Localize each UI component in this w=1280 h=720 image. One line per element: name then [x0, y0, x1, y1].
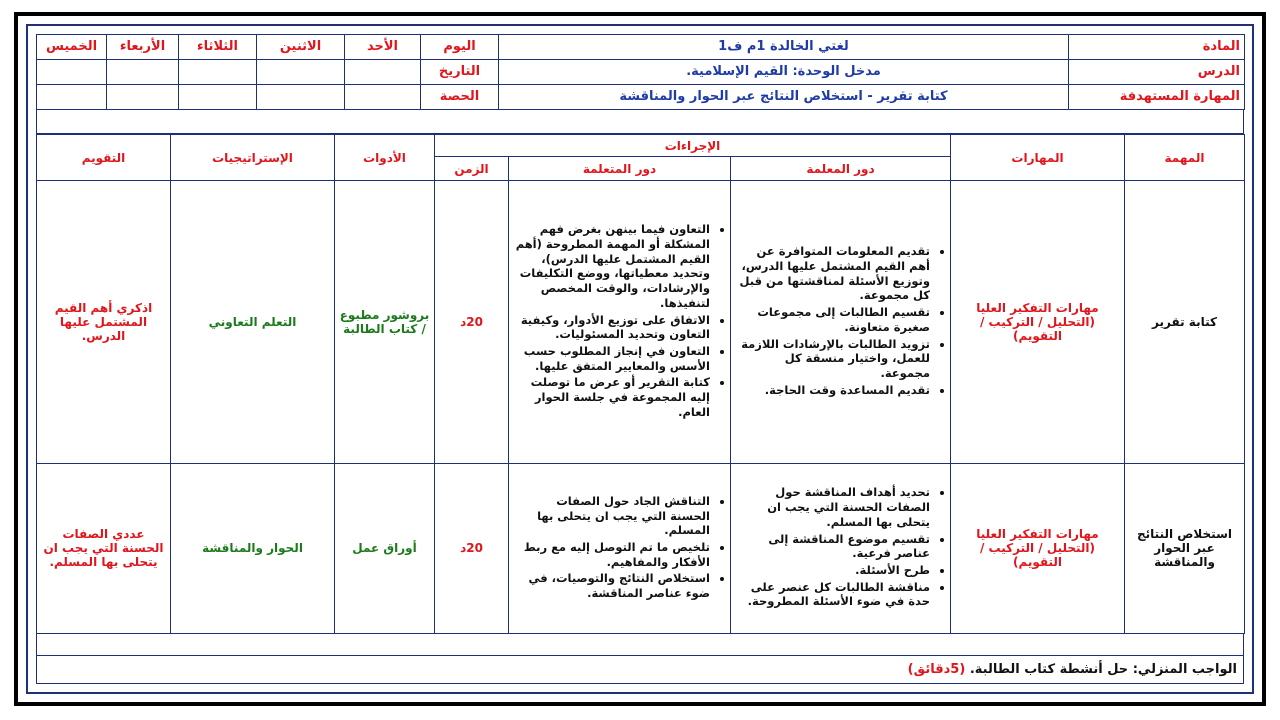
tools-cell: بروشور مطبوع / كتاب الطالبة [335, 181, 435, 464]
column-time: الزمن [435, 157, 509, 181]
time-cell: 20د [435, 181, 509, 464]
spacer-band [36, 110, 1244, 134]
date-label: التاريخ [421, 60, 499, 85]
date-cell [345, 60, 421, 85]
spacer-band [36, 634, 1244, 656]
evaluation-cell: اذكري أهم القيم المشتمل عليها الدرس. [37, 181, 171, 464]
student-role-cell [509, 463, 731, 633]
list-item: • تقديم المعلومات المتوافرة عن أهم القيم المشتمل عليها الدرس، وتوزيع الأسئلة لمناقشتها من قبل كل مجموعة. [735, 244, 930, 303]
homework-text: حل أنشطة كتاب الطالبة. [969, 662, 1129, 677]
time-cell: 20د [435, 463, 509, 633]
period-label: الحصة [421, 85, 499, 110]
date-cell [107, 60, 179, 85]
column-evaluation: التقويم [37, 135, 171, 181]
target-skill-label: المهارة المستهدفة [1069, 85, 1245, 110]
list-item: • الاتفاق على توزيع الأدوار، وكيفية التعاون وتحديد المسئوليات. [513, 313, 710, 342]
date-cell [257, 60, 345, 85]
lesson-value: مدخل الوحدة: القيم الإسلامية. [499, 60, 1069, 85]
list-item: • التناقش الجاد حول الصفات الحسنة التي يجب ان يتحلى بها المسلم. [513, 494, 710, 538]
task-cell: استخلاص النتائج عبر الحوار والمناقشة [1125, 463, 1245, 633]
day-label: اليوم [421, 35, 499, 60]
strategy-cell: التعلم التعاوني [171, 181, 335, 464]
period-cell [107, 85, 179, 110]
lesson-label: الدرس [1069, 60, 1245, 85]
list-item: • كتابة التقرير أو عرض ما توصلت إليه المجموعة في جلسة الحوار العام. [513, 375, 710, 419]
homework-row [36, 656, 1244, 684]
period-cell [257, 85, 345, 110]
list-item: • استخلاص النتائج والتوصيات، في ضوء عناصر المناقشة. [513, 571, 710, 600]
list-item: • تحديد أهداف المناقشة حول الصفات الحسنة التي يجب ان يتحلى بها المسلم. [735, 485, 930, 529]
skills-cell: مهارات التفكير العليا (التحليل / التركيب / التقويم) [951, 181, 1125, 464]
period-cell [345, 85, 421, 110]
list-item: • طرح الأسئلة. [735, 563, 930, 578]
teacher-role-cell [731, 463, 951, 633]
list-item: • التعاون فيما بينهن بغرض فهم المشكلة أو المهمة المطروحة (أهم القيم المشتمل عليها الدرس)، وتحديد معطياتها، ووضع التكليفات والإرشادات، والوقت المخصص لتنفيذها. [513, 222, 710, 310]
day-sunday: الأحد [345, 35, 421, 60]
day-tuesday: الثلاثاء [179, 35, 257, 60]
column-procedures: الإجراءات [435, 135, 951, 157]
list-item: • تزويد الطالبات بالإرشادات اللازمة للعمل، واختيار منسقة كل مجموعة. [735, 337, 930, 381]
teacher-role-cell [731, 181, 951, 464]
column-tools: الأدوات [335, 135, 435, 181]
period-cell [37, 85, 107, 110]
lesson-info-table [36, 34, 1245, 110]
column-student-role: دور المتعلمة [509, 157, 731, 181]
skills-cell: مهارات التفكير العليا (التحليل / التركيب / التقويم) [951, 463, 1125, 633]
column-teacher-role: دور المعلمة [731, 157, 951, 181]
list-item: • تقديم المساعدة وقت الحاجة. [735, 383, 930, 398]
list-item: • مناقشة الطالبات كل عنصر على حدة في ضوء الأسئلة المطروحة. [735, 580, 930, 609]
column-strategies: الإستراتيجيات [171, 135, 335, 181]
list-item: • التعاون في إنجاز المطلوب حسب الأسس والمعايير المتفق عليها. [513, 344, 710, 373]
list-item: • تلخيص ما تم التوصل إليه مع ربط الأفكار والمفاهيم. [513, 540, 710, 569]
homework-label: الواجب المنزلي: [1132, 662, 1237, 677]
date-cell [179, 60, 257, 85]
day-wednesday: الأربعاء [107, 35, 179, 60]
subject-label: المادة [1069, 35, 1245, 60]
lesson-procedures-table [36, 134, 1245, 634]
period-cell [179, 85, 257, 110]
tools-cell: أوراق عمل [335, 463, 435, 633]
day-thursday: الخميس [37, 35, 107, 60]
strategy-cell: الحوار والمناقشة [171, 463, 335, 633]
date-cell [37, 60, 107, 85]
homework-duration: (5دقائق) [907, 662, 966, 677]
list-item: • تقسيم الطالبات إلى مجموعات صغيرة متعاونة. [735, 305, 930, 334]
evaluation-cell: عددي الصفات الحسنة التي يجب ان يتحلى بها المسلم. [37, 463, 171, 633]
task-cell: كتابة تقرير [1125, 181, 1245, 464]
target-skill-value: كتابة تقرير - استخلاص النتائج عبر الحوار والمناقشة [499, 85, 1069, 110]
column-task: المهمة [1125, 135, 1245, 181]
list-item: • تقسيم موضوع المناقشة إلى عناصر فرعية. [735, 532, 930, 561]
column-skills: المهارات [951, 135, 1125, 181]
day-monday: الاثنين [257, 35, 345, 60]
student-role-cell [509, 181, 731, 464]
subject-value: لغتي الخالدة 1م ف1 [499, 35, 1069, 60]
